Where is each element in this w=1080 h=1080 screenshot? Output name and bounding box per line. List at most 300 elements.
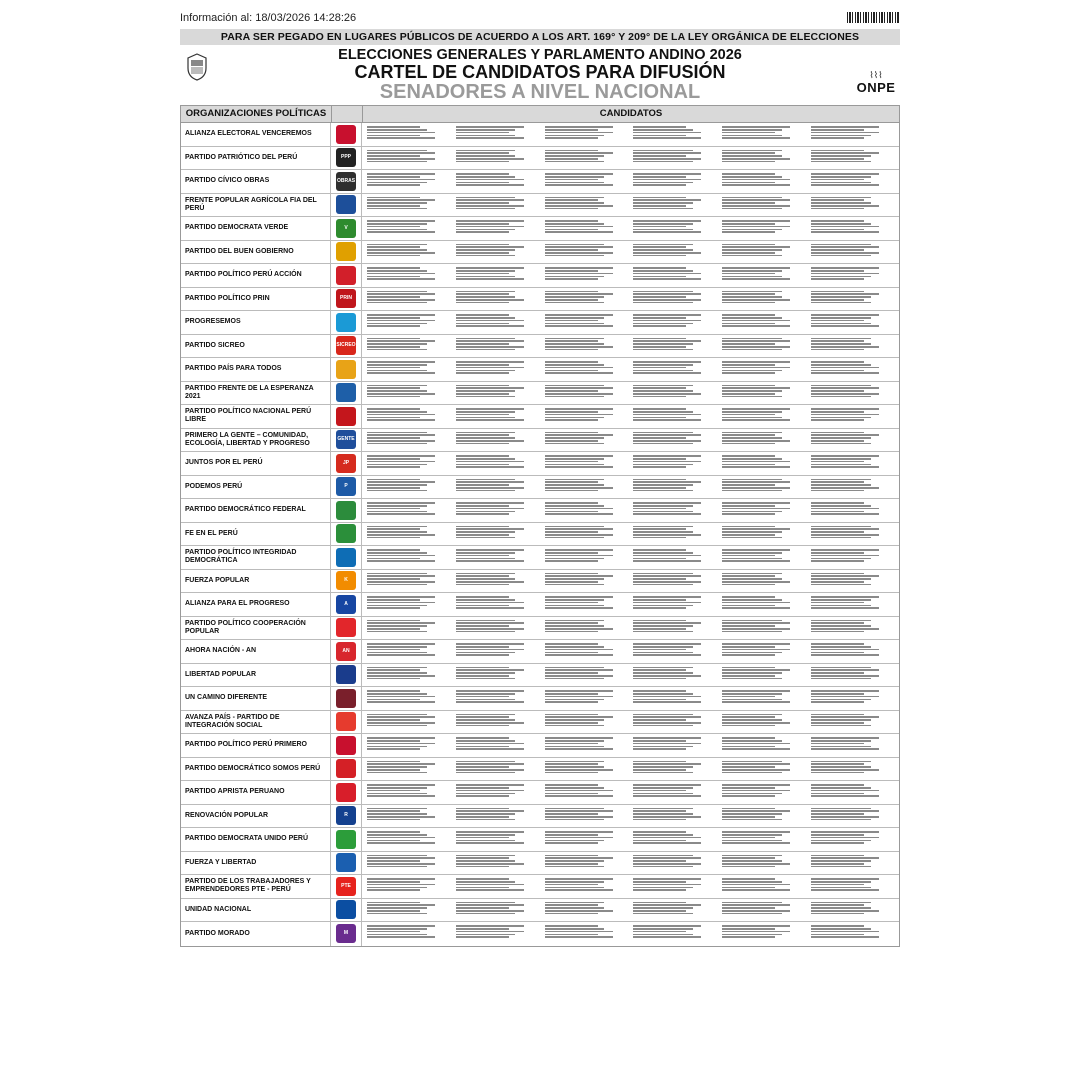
candidate-entry (633, 508, 686, 510)
candidate-entry (811, 649, 879, 651)
candidate-entry (545, 361, 598, 363)
candidate-entry (633, 813, 693, 815)
candidate-entry (545, 649, 613, 651)
candidate-entry (811, 549, 879, 551)
candidate-entry (456, 278, 524, 280)
candidate-entry (722, 437, 782, 439)
candidate-entry (545, 443, 605, 445)
party-logo-icon (336, 125, 356, 144)
candidate-entry (367, 220, 435, 222)
party-logo (331, 546, 362, 569)
candidate-entry (811, 408, 879, 410)
candidate-entry (545, 208, 598, 210)
candidate-entry (811, 231, 879, 233)
candidate-entry (811, 291, 864, 293)
party-name: FUERZA POPULAR (181, 570, 331, 593)
candidate-column (808, 688, 897, 709)
table-row (181, 170, 899, 194)
candidate-entry (633, 223, 693, 225)
candidate-entry (811, 602, 864, 604)
candidate-column (453, 500, 542, 521)
election-title: ELECCIONES GENERALES Y PARLAMENTO ANDINO 2026 (338, 47, 742, 63)
candidate-column (630, 336, 719, 357)
candidate-entry (545, 928, 605, 930)
candidate-entry (545, 784, 598, 786)
candidate-column (719, 547, 808, 568)
party-logo (331, 899, 362, 922)
candidate-entry (367, 584, 427, 586)
candidate-entry (633, 793, 693, 795)
candidate-entry (545, 487, 613, 489)
candidate-entry (722, 696, 775, 698)
candidate-entry (367, 714, 427, 716)
candidate-entry (545, 132, 613, 134)
candidate-entry (367, 158, 435, 160)
candidate-entry (633, 716, 701, 718)
candidate-entry (367, 925, 435, 927)
party-name: FRENTE POPULAR AGRÍCOLA FIA DEL PERÚ (181, 194, 331, 217)
candidate-entry (545, 466, 613, 468)
candidate-entry (367, 625, 427, 627)
candidate-column (719, 900, 808, 921)
candidate-column (453, 571, 542, 592)
candidate-entry (545, 314, 613, 316)
candidate-entry (811, 910, 879, 912)
candidate-entry (722, 158, 790, 160)
candidate-entry (811, 437, 871, 439)
candidate-entry (367, 150, 427, 152)
candidate-entry (633, 675, 701, 677)
candidate-column (453, 406, 542, 427)
candidate-entry (456, 487, 524, 489)
party-logo (331, 617, 362, 640)
candidate-entry (633, 364, 693, 366)
table-row (181, 664, 899, 688)
candidate-column (630, 806, 719, 827)
candidate-entry (367, 479, 420, 481)
candidate-column (364, 571, 453, 592)
candidate-entry (456, 552, 516, 554)
candidate-entry (545, 596, 613, 598)
party-name: PARTIDO POLÍTICO COOPERACIÓN POPULAR (181, 617, 331, 640)
candidate-entry (456, 596, 509, 598)
candidate-entry (367, 179, 435, 181)
candidate-entry (456, 270, 516, 272)
party-logo-icon: AN (336, 642, 356, 661)
party-logo-icon (336, 242, 356, 261)
candidate-entry (722, 646, 775, 648)
candidate-column (719, 735, 808, 756)
candidate-entry (811, 573, 864, 575)
party-logo-icon (336, 665, 356, 684)
candidate-column (808, 171, 897, 192)
candidate-entry (456, 701, 524, 703)
candidate-entry (633, 419, 701, 421)
candidate-entry (811, 675, 879, 677)
candidate-entry (456, 910, 524, 912)
candidate-entry (811, 907, 871, 909)
party-logo (331, 922, 362, 946)
candidate-entry (545, 367, 613, 369)
candidate-entry (367, 296, 420, 298)
candidate-entry (722, 936, 775, 938)
table-row (181, 123, 899, 147)
candidate-entry (633, 346, 686, 348)
candidate-entry (811, 197, 871, 199)
candidate-entry (811, 863, 864, 865)
candidate-entry (456, 716, 509, 718)
candidate-entry (367, 502, 435, 504)
candidate-entry (633, 137, 701, 139)
candidate-entry (456, 231, 509, 233)
table-row (181, 617, 899, 641)
candidate-entry (633, 291, 693, 293)
candidate-entry (456, 696, 509, 698)
candidate-column (364, 195, 453, 216)
candidate-entry (811, 152, 879, 154)
party-logo-icon: PTE (336, 877, 356, 896)
candidate-entry (633, 314, 701, 316)
candidate-column (542, 336, 631, 357)
candidate-entry (811, 866, 871, 868)
table-row (181, 734, 899, 758)
candidate-entry (456, 534, 509, 536)
candidate-entry (722, 881, 782, 883)
candidate-list (362, 476, 899, 499)
party-logo (331, 781, 362, 804)
candidate-entry (811, 813, 864, 815)
candidate-entry (633, 784, 701, 786)
table-row (181, 241, 899, 265)
candidate-entry (456, 714, 516, 716)
candidate-entry (545, 526, 605, 528)
candidate-entry (811, 819, 871, 821)
candidate-entry (633, 931, 686, 933)
candidate-column (808, 829, 897, 850)
candidate-column (630, 688, 719, 709)
candidate-entry (633, 432, 693, 434)
senators-title: SENADORES A NIVEL NACIONAL (379, 81, 701, 103)
candidate-entry (811, 925, 864, 927)
table-row (181, 687, 899, 711)
candidate-entry (367, 934, 427, 936)
candidate-entry (633, 396, 686, 398)
candidate-entry (456, 913, 516, 915)
candidate-entry (722, 479, 782, 481)
onpe-mark-icon: ⌇⌇⌇ (869, 70, 883, 80)
candidate-entry (545, 484, 605, 486)
candidate-entry (456, 417, 516, 419)
candidate-column (630, 383, 719, 404)
candidate-entry (545, 511, 598, 513)
candidate-column (542, 571, 631, 592)
candidate-entry (722, 481, 790, 483)
candidate-entry (456, 884, 524, 886)
candidate-entry (545, 534, 613, 536)
candidate-entry (633, 408, 686, 410)
candidate-entry (545, 396, 605, 398)
party-name: UNIDAD NACIONAL (181, 899, 331, 922)
candidate-column (630, 148, 719, 169)
candidate-entry (811, 205, 879, 207)
candidate-entry (545, 158, 598, 160)
candidate-entry (545, 455, 613, 457)
candidate-entry (811, 878, 879, 880)
candidate-column (364, 265, 453, 286)
candidate-entry (633, 667, 693, 669)
candidate-entry (722, 625, 775, 627)
candidate-entry (367, 907, 427, 909)
candidate-entry (633, 719, 686, 721)
candidate-entry (545, 628, 613, 630)
candidate-entry (633, 654, 701, 656)
candidate-entry (367, 440, 435, 442)
table-row (181, 546, 899, 570)
candidate-entry (367, 699, 420, 701)
candidate-entry (811, 372, 879, 374)
candidate-entry (367, 132, 435, 134)
candidate-entry (811, 714, 864, 716)
candidate-column (808, 594, 897, 615)
candidate-entry (722, 558, 782, 560)
candidate-entry (811, 881, 871, 883)
candidate-entry (367, 338, 420, 340)
candidate-entry (722, 842, 790, 844)
candidate-entry (722, 693, 782, 695)
candidate-entry (545, 273, 613, 275)
candidate-entry (633, 643, 701, 645)
candidate-entry (633, 549, 686, 551)
candidate-entry (456, 249, 516, 251)
candidate-entry (545, 910, 613, 912)
candidate-entry (811, 575, 879, 577)
candidate-entry (545, 126, 613, 128)
candidate-entry (722, 155, 782, 157)
table-row (181, 194, 899, 218)
candidate-column (719, 453, 808, 474)
candidate-entry (633, 884, 701, 886)
candidate-entry (456, 464, 509, 466)
candidate-column (808, 571, 897, 592)
candidate-entry (722, 464, 775, 466)
candidate-entry (722, 126, 790, 128)
candidate-entry (722, 790, 790, 792)
candidate-entry (367, 737, 435, 739)
candidate-entry (633, 252, 701, 254)
candidate-entry (722, 837, 775, 839)
candidate-entry (456, 795, 509, 797)
party-logo-icon (336, 548, 356, 567)
party-name: PARTIDO POLÍTICO PRIN (181, 288, 331, 311)
candidate-entry (545, 464, 605, 466)
candidate-entry (811, 202, 871, 204)
candidate-entry (811, 255, 871, 257)
candidate-entry (633, 693, 693, 695)
candidate-entry (811, 913, 864, 915)
candidate-entry (456, 631, 516, 633)
candidate-entry (367, 628, 420, 630)
candidate-entry (811, 816, 879, 818)
party-name: PARTIDO DE LOS TRABAJADORES Y EMPRENDEDORES PTE - PERÚ (181, 875, 331, 898)
candidate-entry (545, 440, 598, 442)
candidate-entry (811, 182, 871, 184)
candidate-entry (811, 761, 871, 763)
candidate-entry (456, 385, 509, 387)
candidate-entry (545, 393, 613, 395)
candidate-entry (367, 205, 420, 207)
candidate-entry (633, 746, 693, 748)
candidate-entry (456, 907, 509, 909)
candidate-entry (722, 182, 775, 184)
candidate-column (542, 618, 631, 639)
candidate-entry (811, 643, 864, 645)
candidate-entry (722, 652, 782, 654)
party-logo-icon: GENTE (336, 430, 356, 449)
candidate-list (362, 194, 899, 217)
candidate-entry (722, 808, 775, 810)
candidate-entry (367, 910, 420, 912)
candidate-entry (367, 202, 427, 204)
party-logo-icon (336, 313, 356, 332)
candidate-entry (545, 552, 598, 554)
candidate-entry (722, 434, 775, 436)
party-logo (331, 123, 362, 146)
candidate-entry (545, 161, 605, 163)
candidate-entry (545, 602, 598, 604)
candidate-entry (811, 743, 864, 745)
candidate-entry (633, 910, 686, 912)
candidate-entry (722, 934, 782, 936)
candidate-column (630, 594, 719, 615)
candidate-column (542, 124, 631, 145)
candidate-entry (456, 343, 509, 345)
candidate-entry (811, 696, 879, 698)
candidate-entry (811, 902, 871, 904)
candidate-entry (811, 701, 864, 703)
party-logo (331, 875, 362, 898)
candidate-column (364, 148, 453, 169)
party-name: PARTIDO PATRIÓTICO DEL PERÚ (181, 147, 331, 170)
candidate-entry (367, 766, 427, 768)
candidate-column (630, 242, 719, 263)
candidate-column (808, 665, 897, 686)
candidate-entry (456, 434, 509, 436)
onpe-logo-text: ONPE (856, 80, 896, 95)
candidate-entry (545, 513, 613, 515)
party-name: UN CAMINO DIFERENTE (181, 687, 331, 710)
candidate-entry (367, 837, 435, 839)
candidate-entry (545, 349, 598, 351)
candidate-entry (367, 417, 420, 419)
candidate-list (362, 640, 899, 663)
candidate-entry (722, 831, 790, 833)
candidate-entry (722, 417, 782, 419)
candidate-column (542, 383, 631, 404)
candidate-column (719, 759, 808, 780)
candidate-column (453, 759, 542, 780)
candidate-entry (367, 320, 435, 322)
candidate-entry (456, 675, 509, 677)
candidate-column (719, 782, 808, 803)
candidate-entry (367, 199, 435, 201)
candidate-column (542, 171, 631, 192)
candidate-entry (722, 325, 790, 327)
candidate-entry (722, 461, 790, 463)
table-row (181, 405, 899, 429)
candidate-entry (722, 766, 775, 768)
candidate-column (630, 477, 719, 498)
candidate-entry (633, 393, 701, 395)
candidate-list (362, 852, 899, 875)
candidate-entry (367, 528, 420, 530)
candidate-entry (367, 223, 427, 225)
candidate-entry (367, 763, 435, 765)
candidate-entry (367, 813, 427, 815)
candidate-entry (545, 182, 605, 184)
candidate-entry (545, 837, 613, 839)
candidate-entry (367, 558, 420, 560)
candidate-entry (811, 505, 871, 507)
candidate-entry (633, 581, 701, 583)
candidate-column (453, 195, 542, 216)
candidate-entry (545, 461, 598, 463)
candidate-entry (811, 699, 871, 701)
candidate-entry (456, 693, 516, 695)
candidate-entry (456, 349, 516, 351)
candidate-entry (722, 385, 775, 387)
party-logo (331, 241, 362, 264)
candidate-entry (722, 197, 782, 199)
candidate-entry (545, 408, 613, 410)
candidate-entry (633, 443, 693, 445)
candidate-entry (811, 270, 864, 272)
candidate-entry (633, 878, 701, 880)
party-name: PARTIDO DEMOCRATA VERDE (181, 217, 331, 240)
candidate-entry (545, 575, 613, 577)
candidate-entry (633, 620, 686, 622)
candidate-entry (633, 270, 693, 272)
candidate-entry (811, 137, 864, 139)
candidate-entry (367, 129, 427, 131)
candidate-entry (456, 690, 524, 692)
candidate-entry (811, 884, 864, 886)
table-row (181, 429, 899, 453)
candidate-entry (545, 881, 605, 883)
party-logo-icon (336, 900, 356, 919)
candidate-entry (367, 173, 435, 175)
party-logo (331, 593, 362, 616)
candidate-entry (367, 696, 435, 698)
candidate-entry (367, 270, 427, 272)
candidate-entry (545, 878, 613, 880)
candidate-entry (456, 669, 524, 671)
candidate-entry (811, 320, 864, 322)
candidate-entry (722, 419, 790, 421)
candidate-entry (633, 607, 686, 609)
party-logo-icon (336, 736, 356, 755)
candidate-entry (367, 534, 435, 536)
candidate-entry (811, 722, 864, 724)
candidate-entry (456, 549, 524, 551)
candidate-entry (545, 343, 605, 345)
candidate-entry (545, 205, 613, 207)
candidate-entry (633, 743, 701, 745)
candidate-entry (456, 490, 516, 492)
candidate-entry (722, 884, 790, 886)
candidate-column (808, 759, 897, 780)
candidate-entry (545, 155, 605, 157)
candidate-entry (722, 231, 775, 233)
